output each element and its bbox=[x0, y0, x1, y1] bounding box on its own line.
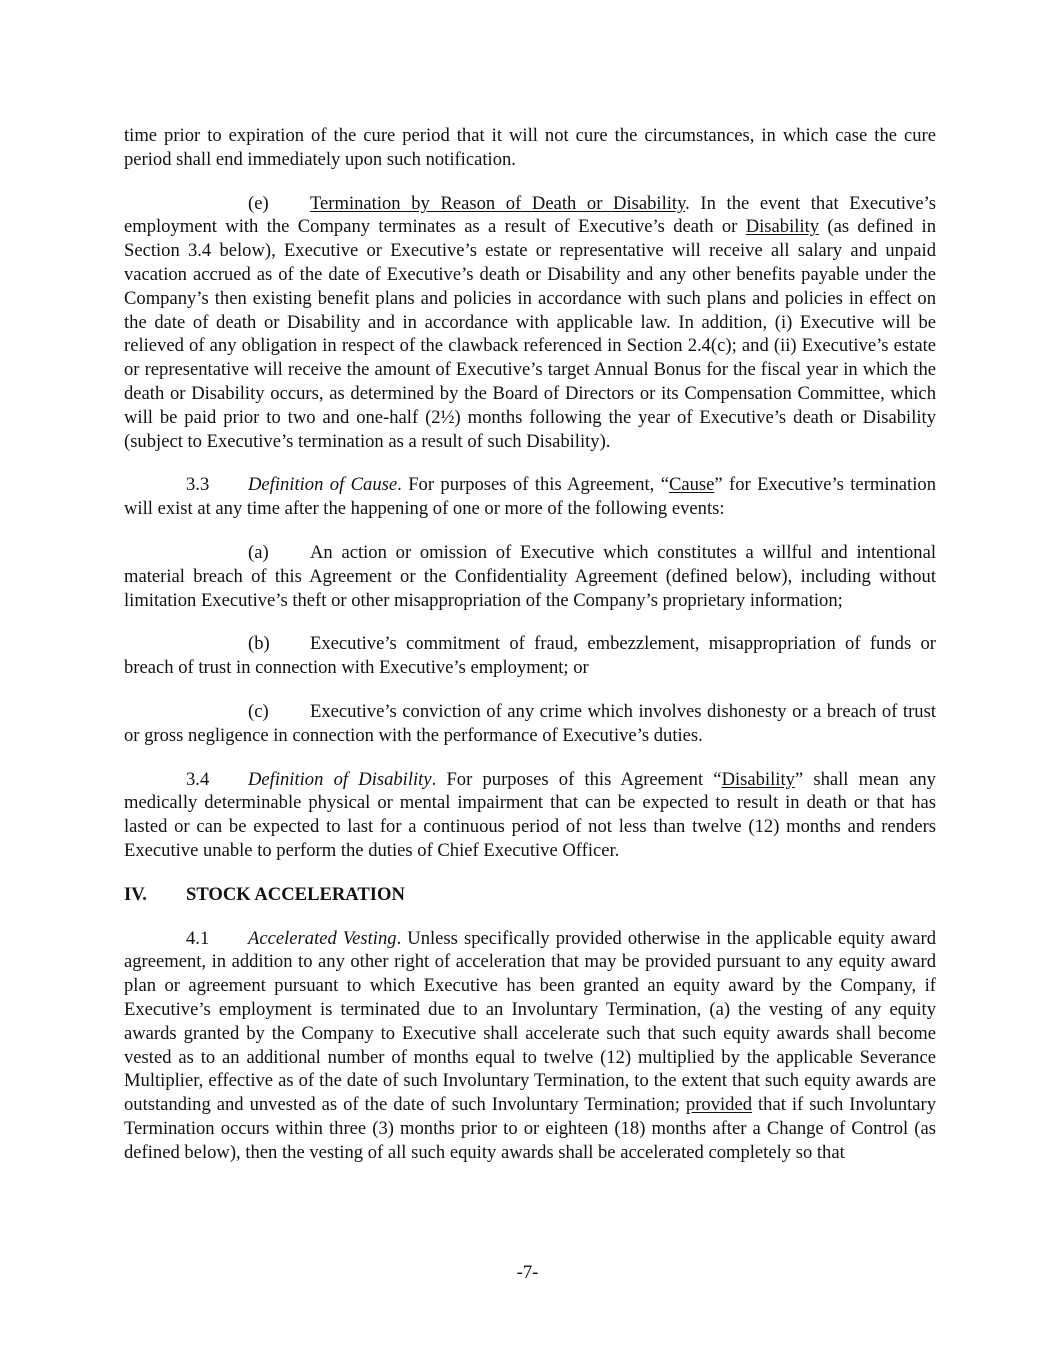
article-iv-heading bbox=[124, 883, 936, 907]
section-4-1-text-2: that if such Involuntary Termination occurs within three (3) months prior to or eighteen (18) months after a Change of Control (as defined below), then the vesting of all such equity awards shall be accelerated completely so that bbox=[124, 1094, 937, 1163]
item-c-text: Executive’s conviction of any crime which involves dishonesty or a breach of trust or gross negligence in connection with the performance of Executive’s duties. bbox=[124, 700, 936, 746]
section-3-4-text-2: ” shall mean any medically determinable physical or mental impairment that can be expected to result in death or that has lasted or can be expected to last for a continuous period of not less than twelve (12) months and renders Executive unable to perform the duties of Chief Executive Officer. bbox=[124, 768, 936, 861]
page-number: -7- bbox=[516, 1262, 539, 1283]
item-b-text: Executive’s commitment of fraud, embezzlement, misappropriation of funds or breach of trust in connection with Executive’s employment; or bbox=[124, 633, 936, 679]
item-b bbox=[124, 632, 936, 680]
section-4-1-text-1: . Unless specifically provided otherwise in the applicable equity award agreement, in addition to any other right of acceleration that may be provided pursuant to any equity award plan or agreement pursuant to which Executive has been granted an equity award by the Company, if Executive’s employment is terminated due to an Involuntary Termination, (a) the vesting of any equity awards granted by the Company to Executive shall accelerate such that such equity awards shall become vested as to an additional number of months equal to twelve (12) multiplied by the applicable Severance Multiplier, effective as of the date of such Involuntary Termination, to the extent that such equity awards are outstanding and unvested as of the date of such Involuntary Termination; bbox=[124, 927, 936, 1116]
item-c-label: (c) bbox=[248, 700, 269, 722]
section-3-4-term: Disability bbox=[721, 768, 795, 790]
article-iv-number: IV. bbox=[124, 883, 147, 905]
section-3-3-text-2: ” for Executive’s termination will exist at any time after the happening of one or more of the following events: bbox=[124, 474, 936, 520]
paragraph-e-label: (e) bbox=[248, 192, 269, 214]
paragraph-e-text-1: . In the event that Executive’s employment with the Company terminates as a result of Executive’s death or bbox=[124, 192, 936, 238]
paragraph-e-title: Termination by Reason of Death or Disability bbox=[310, 192, 686, 214]
section-3-3-text-1: . For purposes of this Agreement, “ bbox=[397, 474, 669, 496]
article-iv-title: STOCK ACCELERATION bbox=[186, 883, 405, 905]
item-b-label: (b) bbox=[248, 633, 270, 655]
paragraph-e-term: Disability bbox=[745, 216, 820, 238]
section-4-1-number: 4.1 bbox=[186, 927, 210, 949]
section-3-3 bbox=[124, 473, 936, 521]
section-4-1-term: provided bbox=[685, 1094, 753, 1116]
document-page bbox=[124, 124, 936, 1184]
paragraph-e bbox=[124, 192, 936, 454]
paragraph-e-text-2: (as defined in Section 3.4 below), Executive or Executive’s estate or representative will receive all salary and unpaid vacation accrued as of the date of Executive’s death or Disability and any other benefits payable under the Company’s then existing benefit plans and policies in accordance with such plans and policies in effect on the date of death or Disability and in accordance with applicable law. In addition, (i) Executive will be relieved of any obligation in respect of the clawback referenced in Section 2.4(c); and (ii) Executive’s estate or representative will receive the amount of Executive’s target Annual Bonus for the fiscal year in which the death or Disability occurs, as determined by the Board of Directors or its Compensation Committee, which will be paid prior to two and one-half (2½) months following the year of Executive’s death or Disability (subject to Executive’s termination as a result of such Disability). bbox=[124, 216, 936, 452]
section-3-4-number: 3.4 bbox=[186, 768, 210, 790]
section-3-3-number: 3.3 bbox=[186, 474, 210, 496]
section-3-3-title: Definition of Cause bbox=[248, 474, 398, 496]
section-3-4-title: Definition of Disability bbox=[248, 768, 432, 790]
section-3-4 bbox=[124, 768, 936, 863]
item-a-text: An action or omission of Executive which constitutes a willful and intentional material breach of this Agreement or the Confidentiality Agreement (defined below), including without limitation Executive’s theft or other misappropriation of the Company’s proprietary information; bbox=[124, 541, 936, 611]
continuation-paragraph: time prior to expiration of the cure period that it will not cure the circumstances, in which case the cure period shall end immediately upon such notification. bbox=[124, 125, 936, 170]
section-3-4-text-1: . For purposes of this Agreement “ bbox=[431, 768, 722, 790]
section-3-3-term: Cause bbox=[668, 474, 715, 496]
item-a-label: (a) bbox=[248, 541, 269, 563]
item-c bbox=[124, 700, 936, 748]
section-4-1-title: Accelerated Vesting bbox=[248, 927, 397, 949]
section-4-1 bbox=[124, 927, 936, 1165]
item-a bbox=[124, 541, 936, 612]
